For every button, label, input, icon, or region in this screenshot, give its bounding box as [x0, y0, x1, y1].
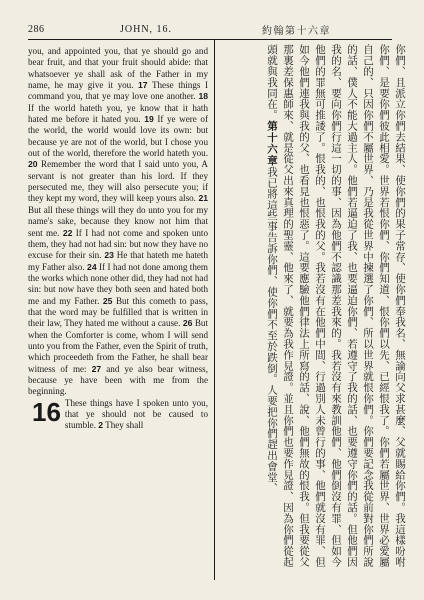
column-divider [214, 40, 215, 580]
header-rule [28, 39, 392, 40]
verse-number: 19 [144, 114, 154, 125]
verse-26: But when the Comforter is come, whom I will send unto you from the Father, even the Spirit of truth, which proceedeth from the Father, he shall bear witness of me: [28, 318, 208, 374]
running-title: JOHN, 16. [120, 24, 173, 35]
verse-number: 2 [98, 420, 104, 431]
verse-number: 22 [62, 227, 73, 238]
verse-23: He that hateth me hateth my Father also. [28, 250, 208, 272]
verse-21: But all these things will they do unto you for my name's sake, because they know not him that sent me. [28, 204, 208, 238]
verse-17: These things I command you, that ye may love one another. [28, 80, 208, 102]
verse-1: These things have I spoken unto you, that ye should not be caused to stumble. [64, 397, 208, 431]
chinese-running-title: 約翰第十六章 [262, 26, 331, 37]
verse-number: 23 [104, 250, 114, 261]
page-number: 286 [28, 24, 45, 35]
verse-number: 25 [102, 295, 113, 306]
verse-number: 17 [138, 80, 148, 91]
verse-24: If I had not done among them the works which none other did, they had not had sin: but now have they both seen and hated both me and my Father. [28, 261, 208, 306]
verse-19: If ye were of the world, the world would love its own: but because ye are not of the world, but I chose you out of the world, therefore the world hateth you. [28, 114, 208, 159]
verse-number: 26 [182, 318, 193, 329]
verse-25: But this cometh to pass, that the word may be fulfilled that is written in their law, They hated me without a cause. [28, 295, 208, 329]
verse-number: 20 [28, 159, 38, 170]
chapter-16-start [28, 398, 208, 432]
verse-16-continuation: you, and appointed you, that ye should go and bear fruit, and that your fruit should abide: that whatsoever ye shall ask of the Father in my name, he may give it you. [28, 46, 208, 91]
verse-number: 21 [198, 193, 208, 204]
verse-number: 24 [87, 261, 97, 272]
chapter-number: 16 [32, 396, 61, 427]
verse-20: Remember the word that I said unto you, A servant is not greater than his lord. If they persecuted me, they will also persecute you; if they kept my word, they will keep yours also. [28, 159, 208, 204]
chinese-text-ch15: 你們、且派立你們去結果、使你們的果子常存、使你們奉我名、無論向父求甚麼、父就賜給你們。我這樣吩咐你們、是要你們彼此相愛。世界若恨你們、你們知道、恨你們以先、已經恨我了。你們若屬世界、世界必愛屬自己的、只因你們不屬世界、乃是我從世界中揀選了你們、所以世界就恨你們。你們要記念我從前對你們所說的話、僕人不能大過主人。他們若逼迫了我、也要逼迫你們、若遵守了我的話、也要遵守你們的話。但他們因我的名、要向你們行這一切的事、因為他們不認識那差我來的。我若沒有來教訓他們、他們倒沒有罪、但如今他們的罪無可推諉了。恨我的、也恨我的父。我若沒有在他們中間、行過別人未曾行的事、他們就沒有罪、但如今他們連我與我的父、也看見也恨惡了。這要應驗他們律法上所寫的話、說、他們無故的恨我。但我要從父那裏差保惠師來、就是從父出來真理的聖靈、他來了、就要為我作見證。並且你們也要作見證、因為你們從起頭就與我同在。 [266, 44, 406, 568]
chinese-text-ch16: 我已將這些事告訴你們、使你們不至於跌倒。人要把你們趕出會堂、 [266, 166, 278, 494]
english-column [28, 46, 208, 432]
verse-number: 27 [91, 363, 102, 374]
chinese-column [216, 44, 408, 576]
verse-18: If the world hateth you, ye know that it hath hated me before it hated you. [28, 102, 208, 125]
verse-paragraph [28, 46, 208, 398]
chinese-chapter-label: 第十六章 [266, 120, 278, 167]
verse-2: They shall [105, 420, 144, 431]
verse-27: and ye also bear witness, because ye have been with me from the beginning. [28, 363, 208, 397]
verse-number: 18 [198, 91, 208, 102]
verse-22: If I had not come and spoken unto them, they had not had sin: but now they have no excuse for their sin. [28, 227, 209, 261]
